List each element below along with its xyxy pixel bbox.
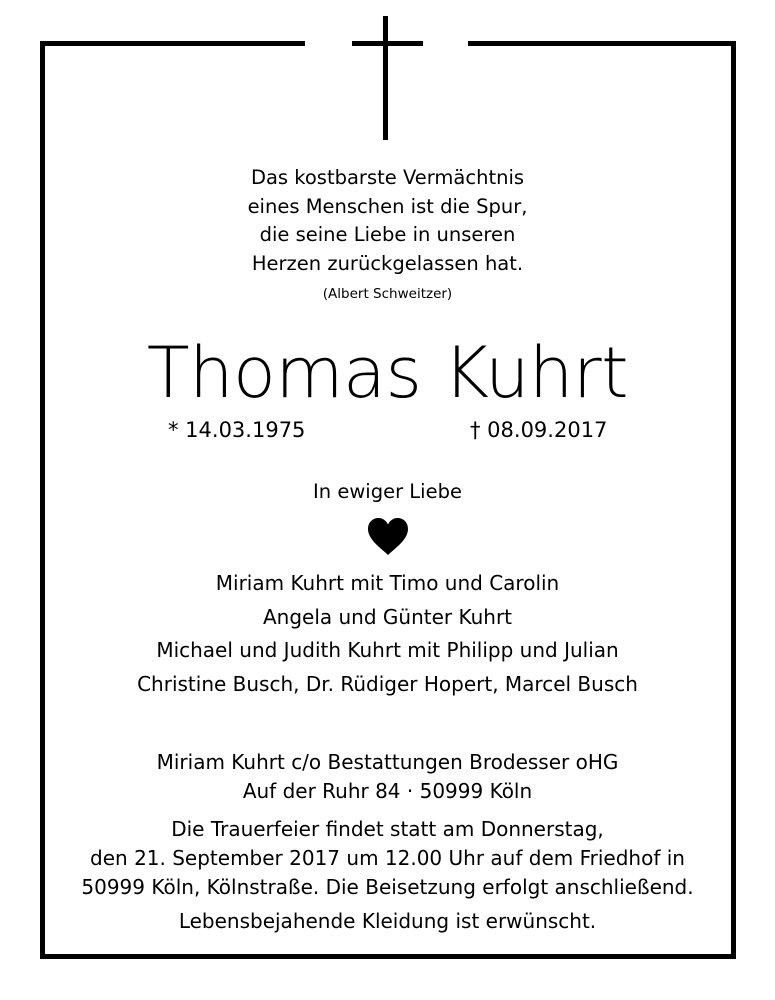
service-info: [0, 815, 775, 902]
quote-attribution: (Albert Schweitzer): [322, 286, 453, 302]
dedication: In ewiger Liebe: [313, 480, 462, 503]
contact-line: Auf der Ruhr 84 · 50999 Köln: [242, 779, 533, 803]
death-date: † 08.09.2017: [470, 418, 608, 442]
mourner-line: Christine Busch, Dr. Rüdiger Hopert, Marcel Busch: [137, 671, 638, 696]
birth-date: * 14.03.1975: [168, 418, 306, 442]
contact-line: Miriam Kuhrt c/o Bestattungen Brodesser oHG: [156, 750, 619, 774]
quote: [0, 164, 775, 278]
service-line: den 21. September 2017 um 12.00 Uhr auf dem Friedhof in: [90, 846, 685, 870]
dress-code: Lebensbejahende Kleidung ist erwünscht.: [178, 909, 597, 933]
quote-line: Das kostbarste Vermächtnis: [250, 166, 525, 189]
service-line: 50999 Köln, Kölnstraße. Die Beisetzung erfolgt anschließend.: [81, 875, 694, 899]
quote-line: eines Menschen ist die Spur,: [247, 194, 528, 218]
mourner-line: Angela und Günter Kuhrt: [262, 604, 513, 629]
heart-icon: [368, 518, 408, 556]
mourners-list: [0, 567, 775, 701]
quote-line: Herzen zurückgelassen hat.: [251, 251, 524, 275]
deceased-name: Thomas Kuhrt: [146, 332, 629, 414]
contact-address: [0, 748, 775, 806]
frame-top-left: [40, 41, 305, 46]
service-line: Die Trauerfeier findet statt am Donnerstag,: [171, 817, 604, 841]
quote-line: die seine Liebe in unseren: [259, 223, 516, 246]
mourner-line: Miriam Kuhrt mit Timo und Carolin: [215, 571, 560, 595]
mourner-line: Michael und Judith Kuhrt mit Philipp und Julian: [156, 638, 619, 662]
frame-top-right: [468, 41, 736, 46]
frame-bottom: [40, 954, 736, 959]
